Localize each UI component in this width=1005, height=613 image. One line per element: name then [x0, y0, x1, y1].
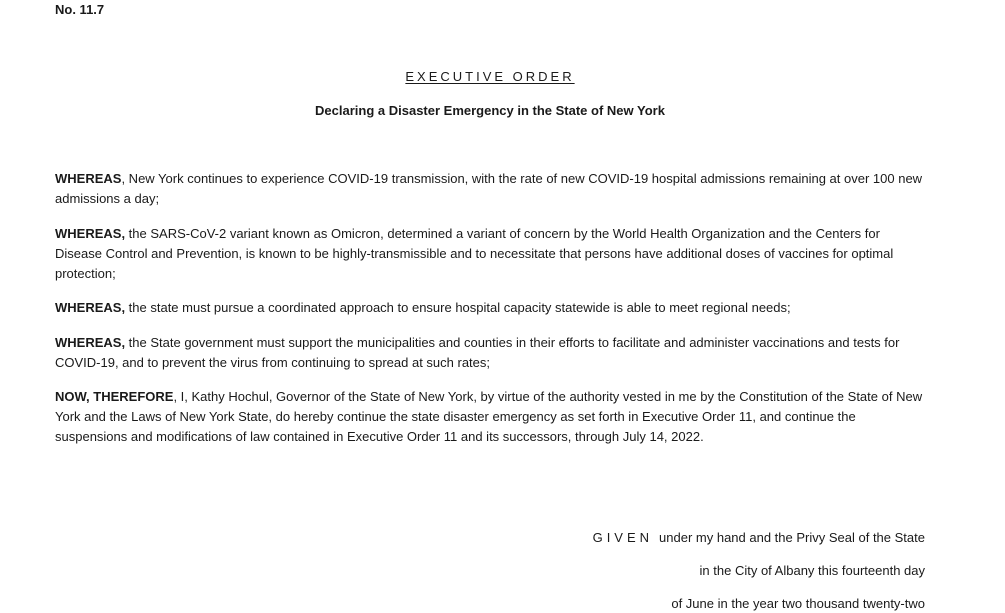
- whereas-paragraph-1: [55, 169, 925, 209]
- whereas-paragraph-2: [55, 224, 925, 284]
- given-line-2: in the City of Albany this fourteenth day: [699, 563, 925, 578]
- paragraph-text: the State government must support the municipalities and counties in their efforts to facilitate and administer vaccinations and tests for COVID-19, and to prevent the virus from continuing to spread at such rates;: [55, 335, 900, 370]
- paragraph-lead: NOW, THEREFORE: [55, 389, 174, 404]
- whereas-paragraph-3: [55, 298, 925, 318]
- paragraph-text: the SARS-CoV-2 variant known as Omicron, determined a variant of concern by the World Health Organization and the Centers for Disease Control and Prevention, is known to be highly-transmissible and to necessitate that persons have additional doses of vaccines for optimal protection;: [55, 226, 894, 281]
- whereas-paragraph-4: [55, 333, 925, 373]
- now-therefore-paragraph: [55, 387, 925, 447]
- paragraph-text: the state must pursue a coordinated approach to ensure hospital capacity statewide is able to meet regional needs;: [125, 300, 791, 315]
- given-line-1-text: under my hand and the Privy Seal of the State: [659, 530, 925, 545]
- paragraph-lead: WHEREAS,: [55, 226, 126, 241]
- given-line-3: of June in the year two thousand twenty-two: [671, 596, 925, 611]
- given-word: GIVEN: [592, 530, 654, 545]
- document-title: EXECUTIVE ORDER: [405, 69, 575, 84]
- given-line-1: [593, 529, 925, 547]
- paragraph-lead: WHEREAS,: [55, 335, 126, 350]
- paragraph-lead: WHEREAS: [55, 171, 122, 186]
- paragraph-lead: WHEREAS,: [55, 300, 126, 315]
- paragraph-text: , New York continues to experience COVID-19 transmission, with the rate of new COVID-19 hospital admissions remaining at over 100 new admissions a day;: [55, 171, 923, 206]
- paragraph-text: , I, Kathy Hochul, Governor of the State of New York, by virtue of the authority vested in me by the Constitution of the State of New York and the Laws of New York State, do hereby continue the state disaster emergency as set forth in Executive Order 11, and continue the suspensions and modifications of law contained in Executive Order 11 and its successors, through July 14, 2022.: [55, 389, 923, 444]
- order-number: No. 11.7: [55, 2, 105, 17]
- document-subtitle: Declaring a Disaster Emergency in the State of New York: [315, 103, 665, 118]
